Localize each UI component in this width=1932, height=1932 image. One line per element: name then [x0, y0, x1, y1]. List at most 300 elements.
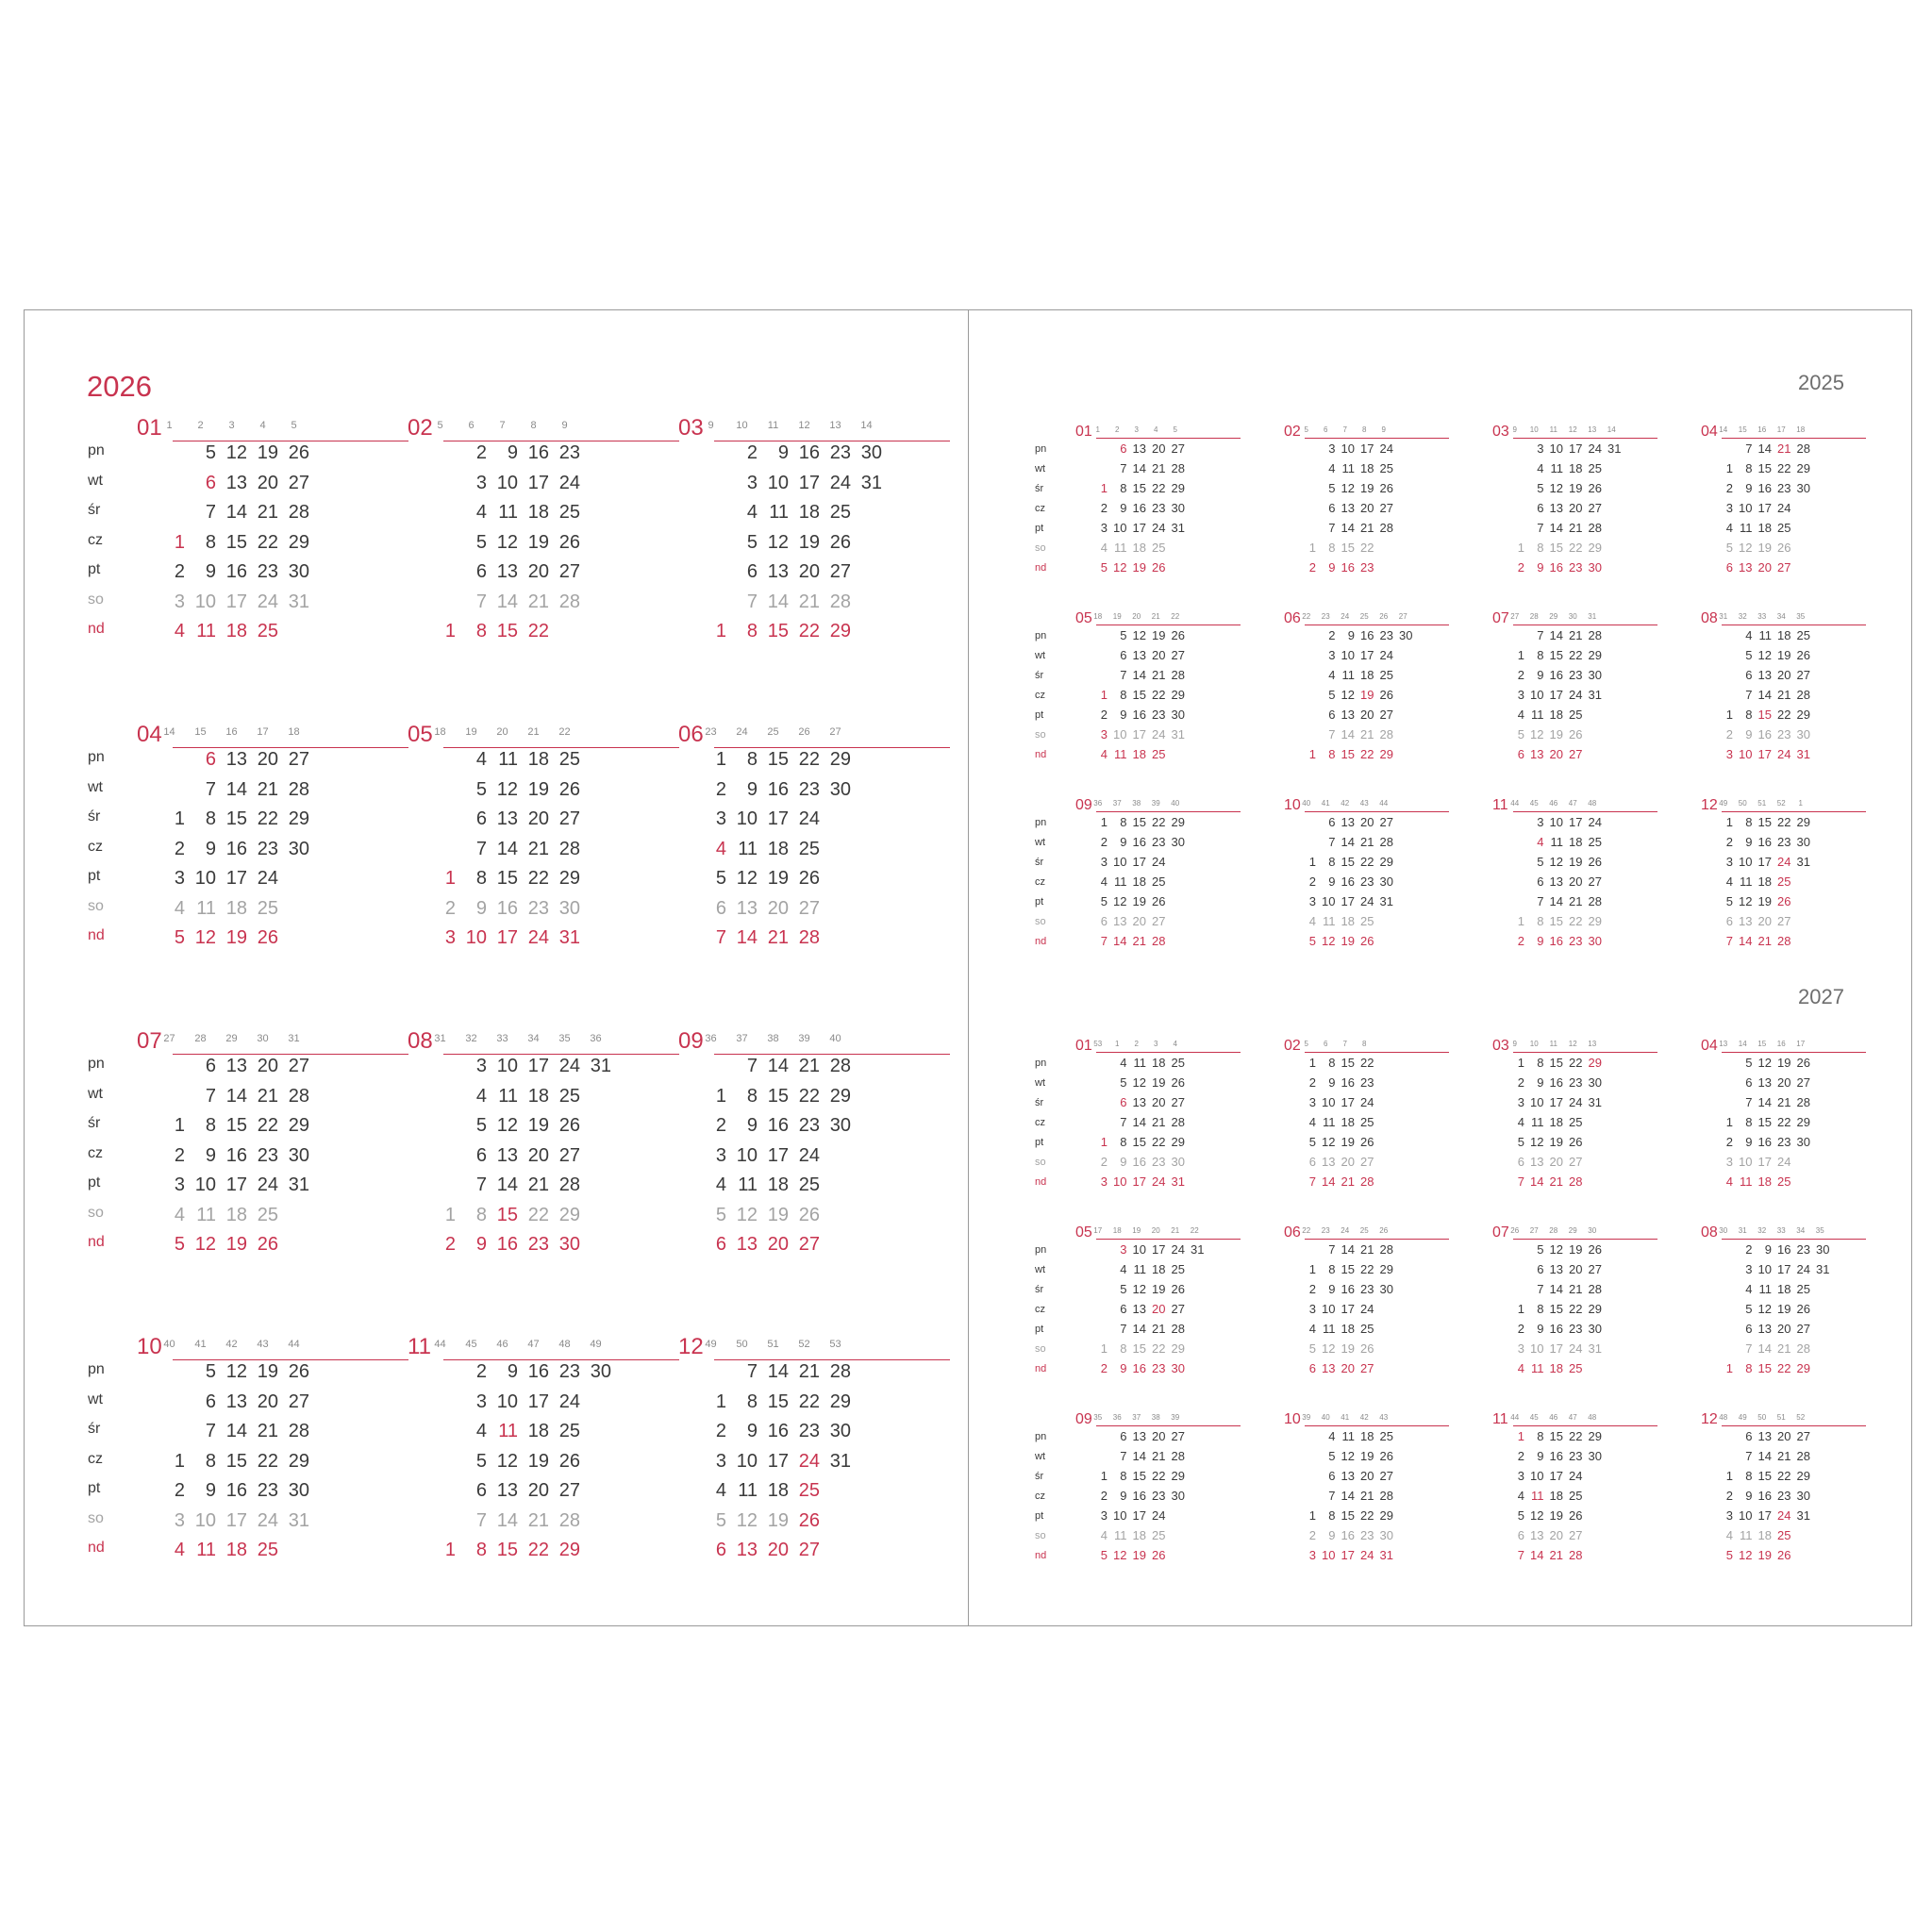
day-cell: 16 [1132, 501, 1146, 515]
day-cell: 12 [1757, 1302, 1772, 1316]
day-cell: 19 [1777, 648, 1791, 662]
day-cell: 8 [746, 621, 758, 641]
day-cell: 23 [1569, 1322, 1583, 1336]
day-cell: 18 [1757, 874, 1772, 889]
day-cell: 24 [1777, 747, 1791, 761]
day-cell: 12 [1132, 628, 1146, 642]
day-cell: 24 [1777, 501, 1791, 515]
week-number: 26 [1510, 1226, 1520, 1235]
day-cell: 4 [475, 502, 487, 523]
day-cell: 25 [257, 1204, 278, 1225]
day-cell: 16 [1549, 668, 1563, 682]
day-cell: 13 [496, 808, 518, 829]
day-cell: 13 [225, 1391, 247, 1412]
day-cell: 14 [1757, 1449, 1772, 1463]
week-number: 6 [1324, 1040, 1328, 1048]
weekday-label: cz [1035, 1491, 1045, 1502]
day-cell: 26 [1379, 688, 1393, 702]
day-cell: 24 [1152, 1174, 1166, 1189]
day-cell: 15 [496, 1540, 518, 1560]
day-cell: 3 [475, 472, 487, 493]
day-cell: 24 [1171, 1242, 1185, 1257]
day-cell: 4 [1537, 461, 1544, 475]
day-cell: 14 [1739, 934, 1753, 948]
day-cell: 12 [1530, 1508, 1544, 1523]
weekday-label: cz [1035, 503, 1045, 514]
day-cell: 29 [1588, 541, 1602, 555]
week-number: 45 [1529, 1413, 1539, 1422]
day-cell: 29 [829, 1391, 851, 1412]
day-cell: 24 [558, 472, 580, 493]
day-cell: 31 [1588, 1341, 1602, 1356]
week-number: 17 [1776, 425, 1786, 434]
day-cell: 28 [288, 778, 309, 800]
day-cell: 26 [1569, 727, 1583, 741]
day-cell: 18 [1132, 747, 1146, 761]
day-cell: 23 [1569, 560, 1583, 575]
day-cell: 25 [1152, 747, 1166, 761]
day-cell: 7 [1745, 1095, 1753, 1109]
month-underline [1096, 438, 1241, 439]
week-number: 25 [1359, 612, 1369, 621]
day-cell: 15 [1132, 1341, 1146, 1356]
day-cell: 11 [1740, 521, 1753, 535]
day-cell: 14 [1549, 1282, 1563, 1296]
week-number: 28 [194, 1033, 207, 1044]
day-cell: 15 [767, 1085, 789, 1107]
day-cell: 8 [475, 868, 487, 889]
day-cell: 26 [1360, 1341, 1374, 1356]
week-number: 9 [1512, 425, 1517, 434]
day-cell: 31 [1796, 747, 1810, 761]
day-cell: 7 [1328, 835, 1336, 849]
day-cell: 26 [1777, 1548, 1791, 1562]
day-cell: 6 [1120, 1429, 1127, 1443]
day-cell: 21 [1777, 441, 1791, 456]
day-cell: 18 [767, 1480, 789, 1501]
day-cell: 19 [527, 1450, 549, 1472]
week-number: 49 [1738, 1413, 1747, 1422]
day-cell: 31 [1588, 688, 1602, 702]
day-cell: 9 [1537, 1075, 1544, 1090]
day-cell: 12 [496, 778, 518, 800]
day-cell: 19 [1569, 481, 1583, 495]
day-cell: 18 [1360, 461, 1374, 475]
day-cell: 20 [1569, 874, 1583, 889]
day-cell: 29 [288, 1450, 309, 1472]
day-cell: 7 [475, 838, 487, 859]
day-cell: 19 [1152, 1075, 1166, 1090]
day-cell: 28 [1171, 668, 1185, 682]
day-cell: 25 [257, 897, 278, 919]
day-cell: 24 [257, 1509, 278, 1531]
day-cell: 21 [798, 1361, 820, 1382]
day-cell: 9 [1120, 835, 1127, 849]
week-number: 35 [1093, 1413, 1103, 1422]
day-cell: 13 [1757, 1429, 1772, 1443]
day-cell: 2 [475, 1361, 487, 1382]
day-cell: 23 [1152, 1361, 1166, 1375]
day-cell: 7 [1100, 934, 1108, 948]
day-cell: 30 [1171, 835, 1185, 849]
day-cell: 11 [498, 1085, 518, 1107]
day-cell: 4 [1725, 874, 1733, 889]
day-cell: 19 [225, 1234, 247, 1255]
day-cell: 2 [1725, 1489, 1733, 1503]
week-number: 29 [1549, 612, 1558, 621]
day-cell: 13 [1739, 560, 1753, 575]
day-cell: 28 [1171, 1115, 1185, 1129]
day-cell: 17 [1549, 1341, 1563, 1356]
day-cell: 24 [1569, 1341, 1583, 1356]
day-cell: 12 [1757, 1056, 1772, 1070]
day-cell: 5 [1725, 541, 1733, 555]
day-cell: 29 [829, 1085, 851, 1107]
day-cell: 12 [496, 1450, 518, 1472]
day-cell: 9 [507, 442, 518, 463]
weekday-label: so [1035, 916, 1046, 927]
week-number: 35 [1815, 1226, 1824, 1235]
day-cell: 6 [715, 1540, 726, 1560]
day-cell: 22 [798, 1085, 820, 1107]
day-cell: 3 [1517, 1095, 1524, 1109]
day-cell: 17 [1341, 894, 1355, 908]
day-cell: 15 [767, 749, 789, 770]
week-number: 5 [1304, 425, 1308, 434]
day-cell: 25 [257, 1540, 278, 1560]
week-number: 19 [465, 726, 477, 738]
day-cell: 3 [1328, 441, 1336, 456]
month-number: 09 [1075, 1411, 1092, 1427]
day-cell: 25 [1379, 668, 1393, 682]
day-cell: 26 [1796, 1302, 1810, 1316]
day-cell: 10 [1739, 1155, 1753, 1169]
day-cell: 24 [1379, 648, 1393, 662]
day-cell: 24 [1796, 1262, 1810, 1276]
day-cell: 18 [1569, 835, 1583, 849]
day-cell: 29 [1171, 1469, 1185, 1483]
day-cell: 6 [475, 1144, 487, 1166]
day-cell: 28 [1796, 1341, 1810, 1356]
day-cell: 11 [1114, 874, 1127, 889]
day-cell: 8 [1537, 1429, 1544, 1443]
day-cell: 22 [1777, 815, 1791, 829]
day-cell: 16 [496, 1234, 518, 1255]
day-cell: 10 [1113, 521, 1127, 535]
day-cell: 15 [225, 1115, 247, 1136]
week-number: 45 [1529, 799, 1539, 808]
month-number: 04 [1701, 424, 1718, 440]
week-number: 17 [1093, 1226, 1103, 1235]
month-underline [714, 747, 950, 748]
day-cell: 18 [1757, 1528, 1772, 1542]
day-cell: 17 [225, 591, 247, 612]
day-cell: 23 [257, 1480, 278, 1501]
day-cell: 14 [1132, 461, 1146, 475]
day-cell: 10 [1113, 1508, 1127, 1523]
day-cell: 27 [829, 561, 851, 582]
day-cell: 26 [1152, 1548, 1166, 1562]
day-cell: 14 [225, 1085, 247, 1107]
day-cell: 2 [1517, 1322, 1524, 1336]
day-cell: 8 [475, 1204, 487, 1225]
day-cell: 15 [1132, 1469, 1146, 1483]
day-cell: 6 [475, 1480, 487, 1501]
month-underline [1722, 438, 1866, 439]
week-number: 31 [1738, 1226, 1747, 1235]
day-cell: 16 [1132, 1155, 1146, 1169]
week-number: 13 [829, 420, 841, 431]
day-cell: 31 [1379, 894, 1393, 908]
week-number: 38 [1132, 799, 1141, 808]
weekday-label: so [1035, 1343, 1046, 1355]
day-cell: 15 [1341, 1262, 1355, 1276]
week-number: 36 [1093, 799, 1103, 808]
week-number: 1 [1115, 1040, 1120, 1048]
day-cell: 16 [225, 1144, 247, 1166]
day-cell: 25 [1360, 1115, 1374, 1129]
day-cell: 23 [1360, 1528, 1374, 1542]
day-cell: 9 [1537, 934, 1544, 948]
day-cell: 23 [1360, 1075, 1374, 1090]
day-cell: 26 [288, 442, 309, 463]
day-cell: 16 [1549, 1449, 1563, 1463]
month-underline [1722, 1239, 1866, 1240]
month-underline [1513, 811, 1657, 812]
day-cell: 4 [1745, 628, 1753, 642]
week-number: 47 [527, 1339, 540, 1350]
day-cell: 28 [829, 1056, 851, 1076]
day-cell: 10 [496, 1391, 518, 1412]
day-cell: 8 [1328, 1056, 1336, 1070]
day-cell: 16 [1341, 560, 1355, 575]
day-cell: 2 [1517, 934, 1524, 948]
day-cell: 23 [1152, 501, 1166, 515]
day-cell: 16 [1549, 1075, 1563, 1090]
day-cell: 20 [798, 561, 820, 582]
day-cell: 10 [194, 1174, 216, 1195]
day-cell: 22 [798, 749, 820, 770]
day-cell: 4 [1120, 1262, 1127, 1276]
day-cell: 9 [507, 1361, 518, 1382]
day-cell: 7 [475, 1509, 487, 1531]
day-cell: 25 [558, 502, 580, 523]
day-cell: 2 [1328, 628, 1336, 642]
month-underline [1513, 1425, 1657, 1426]
day-cell: 20 [1777, 1322, 1791, 1336]
day-cell: 1 [1308, 541, 1316, 555]
day-cell: 21 [1360, 835, 1374, 849]
day-cell: 25 [1777, 874, 1791, 889]
weekday-label: nd [1035, 749, 1047, 760]
day-cell: 17 [1341, 1302, 1355, 1316]
day-cell: 13 [1132, 1429, 1146, 1443]
day-cell: 1 [1725, 708, 1733, 722]
day-cell: 1 [174, 808, 185, 829]
day-cell: 20 [1152, 1429, 1166, 1443]
day-cell: 6 [1725, 560, 1733, 575]
day-cell: 23 [798, 1115, 820, 1136]
weekday-label: cz [88, 838, 103, 855]
day-cell: 21 [527, 591, 549, 612]
day-cell: 25 [1777, 1174, 1791, 1189]
day-cell: 13 [1757, 668, 1772, 682]
week-number: 1 [166, 420, 173, 431]
day-cell: 5 [1120, 628, 1127, 642]
day-cell: 10 [1113, 727, 1127, 741]
day-cell: 28 [1379, 727, 1393, 741]
day-cell: 30 [1379, 1528, 1393, 1542]
day-cell: 1 [444, 868, 456, 889]
day-cell: 9 [1537, 668, 1544, 682]
day-cell: 4 [475, 1085, 487, 1107]
day-cell: 21 [1360, 1242, 1374, 1257]
day-cell: 1 [715, 749, 726, 770]
day-cell: 7 [1537, 894, 1544, 908]
day-cell: 30 [288, 1144, 309, 1166]
day-cell: 12 [194, 1234, 216, 1255]
day-cell: 10 [1322, 1548, 1336, 1562]
day-cell: 21 [1569, 521, 1583, 535]
weekday-label: pn [1035, 1244, 1047, 1256]
day-cell: 31 [1191, 1242, 1205, 1257]
week-number: 52 [1776, 799, 1786, 808]
day-cell: 18 [1549, 708, 1563, 722]
day-cell: 20 [1777, 1429, 1791, 1443]
weekday-label: pn [88, 1056, 105, 1072]
day-cell: 5 [1725, 1548, 1733, 1562]
day-cell: 21 [1777, 1449, 1791, 1463]
day-cell: 23 [1569, 1449, 1583, 1463]
week-number: 31 [434, 1033, 446, 1044]
day-cell: 20 [1777, 668, 1791, 682]
week-number: 32 [1738, 612, 1747, 621]
day-cell: 1 [174, 531, 185, 553]
day-cell: 29 [829, 749, 851, 770]
week-number: 14 [860, 420, 873, 431]
day-cell: 20 [1360, 501, 1374, 515]
week-number: 36 [1112, 1413, 1122, 1422]
week-number: 10 [1529, 1040, 1539, 1048]
day-cell: 31 [1379, 1548, 1393, 1562]
day-cell: 11 [769, 502, 789, 523]
weekday-label: śr [88, 1115, 101, 1131]
day-cell: 3 [746, 472, 758, 493]
week-number: 18 [288, 726, 300, 738]
day-cell: 11 [1341, 668, 1355, 682]
day-cell: 4 [1725, 1174, 1733, 1189]
month-underline [443, 747, 679, 748]
day-cell: 11 [1758, 628, 1772, 642]
day-cell: 2 [1745, 1242, 1753, 1257]
day-cell: 29 [829, 621, 851, 641]
day-cell: 17 [1777, 1262, 1791, 1276]
week-number: 5 [1173, 425, 1177, 434]
day-cell: 27 [798, 1540, 820, 1560]
day-cell: 30 [1171, 1489, 1185, 1503]
day-cell: 14 [736, 927, 758, 948]
day-cell: 19 [257, 1361, 278, 1382]
day-cell: 2 [1517, 1449, 1524, 1463]
day-cell: 23 [1360, 1282, 1374, 1296]
month-number: 03 [1492, 424, 1509, 440]
month-number: 05 [1075, 610, 1092, 626]
week-number: 12 [1568, 425, 1577, 434]
day-cell: 8 [746, 1391, 758, 1412]
day-cell: 6 [205, 472, 216, 493]
weekday-label: wt [88, 1085, 103, 1102]
day-cell: 10 [1322, 1302, 1336, 1316]
day-cell: 8 [746, 1085, 758, 1107]
day-cell: 16 [1341, 1075, 1355, 1090]
day-cell: 3 [1517, 688, 1524, 702]
day-cell: 26 [288, 1361, 309, 1382]
day-cell: 8 [1120, 481, 1127, 495]
day-cell: 2 [1517, 668, 1524, 682]
day-cell: 30 [288, 838, 309, 859]
day-cell: 27 [1777, 560, 1791, 575]
week-number: 15 [1738, 425, 1747, 434]
month-number: 01 [1075, 1038, 1092, 1054]
day-cell: 3 [1537, 441, 1544, 456]
day-cell: 24 [1569, 1469, 1583, 1483]
day-cell: 10 [1113, 1174, 1127, 1189]
day-cell: 30 [1588, 1449, 1602, 1463]
day-cell: 9 [1764, 1242, 1772, 1257]
day-cell: 7 [1537, 1282, 1544, 1296]
week-number: 9 [561, 420, 568, 431]
week-number: 34 [527, 1033, 540, 1044]
day-cell: 15 [767, 1391, 789, 1412]
week-number: 26 [1379, 1226, 1389, 1235]
day-cell: 28 [1379, 521, 1393, 535]
weekday-label: pt [88, 868, 101, 884]
week-number: 45 [465, 1339, 477, 1350]
day-cell: 22 [798, 1391, 820, 1412]
day-cell: 29 [1171, 1135, 1185, 1149]
day-cell: 27 [1152, 914, 1166, 928]
day-cell: 3 [174, 1509, 185, 1531]
day-cell: 10 [1530, 1341, 1544, 1356]
day-cell: 8 [1745, 461, 1753, 475]
day-cell: 19 [527, 531, 549, 553]
weekday-label: śr [88, 1421, 101, 1437]
day-cell: 7 [746, 591, 758, 612]
day-cell: 7 [715, 927, 726, 948]
week-number: 9 [1512, 1040, 1517, 1048]
day-cell: 5 [174, 927, 185, 948]
week-number: 25 [1359, 1226, 1369, 1235]
month-number: 03 [678, 415, 704, 441]
day-cell: 10 [1739, 501, 1753, 515]
day-cell: 17 [1569, 815, 1583, 829]
day-cell: 24 [558, 1391, 580, 1412]
day-cell: 21 [1341, 1174, 1355, 1189]
week-number: 48 [558, 1339, 571, 1350]
month-underline [1305, 811, 1449, 812]
day-cell: 11 [1531, 1361, 1544, 1375]
month-number: 11 [1492, 797, 1508, 813]
day-cell: 6 [1120, 1302, 1127, 1316]
day-cell: 24 [1588, 441, 1602, 456]
day-cell: 6 [205, 1056, 216, 1076]
week-number: 18 [1093, 612, 1103, 621]
week-number: 4 [259, 420, 266, 431]
day-cell: 28 [1171, 1322, 1185, 1336]
day-cell: 19 [1757, 1548, 1772, 1562]
day-cell: 24 [257, 1174, 278, 1195]
day-cell: 2 [475, 442, 487, 463]
